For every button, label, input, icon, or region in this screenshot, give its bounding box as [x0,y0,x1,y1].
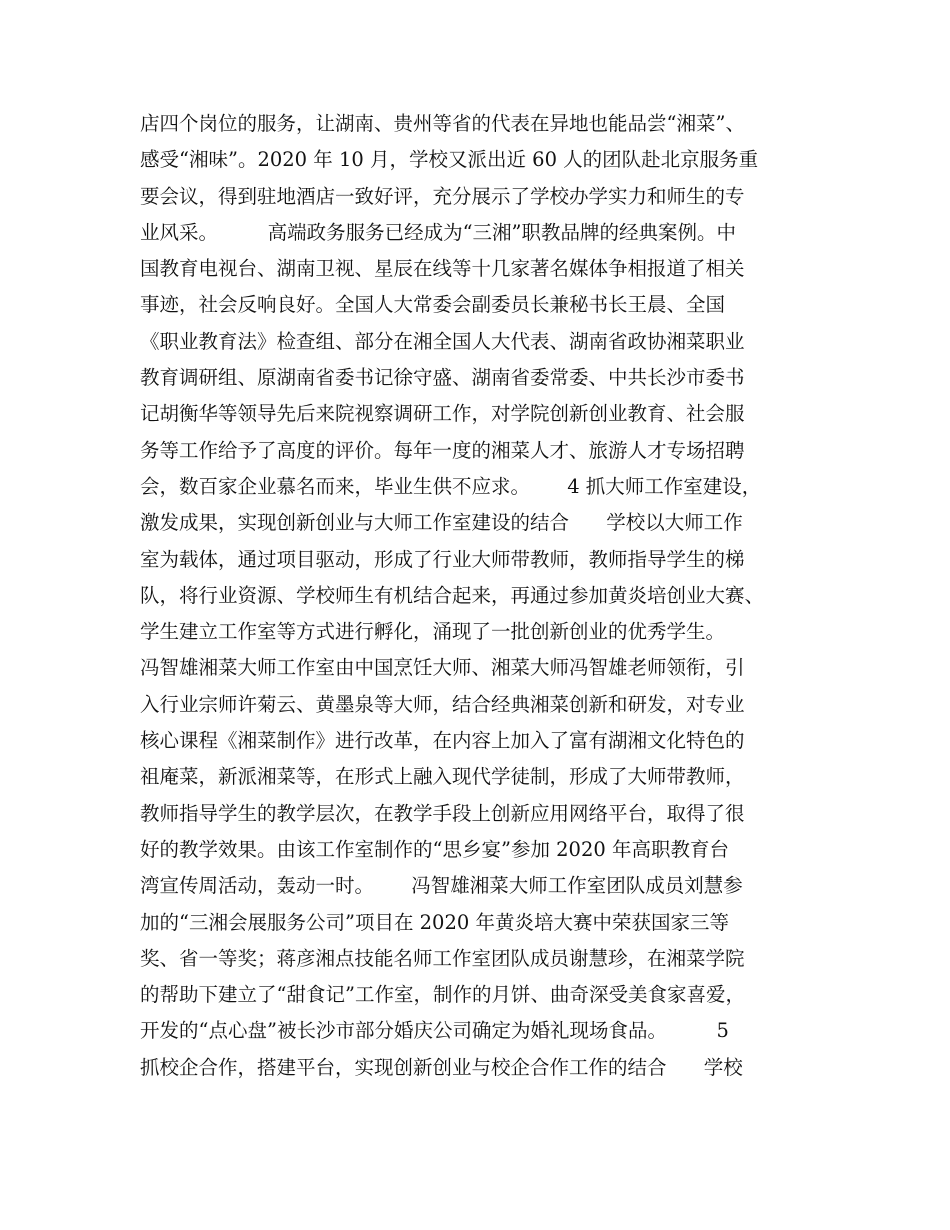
text-line: 队，将行业资源、学校师生有机结合起来，再通过参加黄炎培创业大赛、 [140,583,765,607]
text-line: 要会议，得到驻地酒店一致好评，充分展示了学校办学实力和师生的专 [140,184,745,208]
text-line: 务等工作给予了高度的评价。每年一度的湘菜人才、旅游人才专场招聘 [140,438,745,462]
text-line: 祖庵菜，新派湘菜等，在形式上融入现代学徒制，形成了大师带教师， [140,765,745,789]
text-line: 教育调研组、原湖南省委书记徐守盛、湖南省委常委、中共长沙市委书 [140,366,745,390]
text-line: 冯智雄湘菜大师工作室由中国烹饪大师、湘菜大师冯智雄老师领衔，引 [140,656,745,680]
text-line: 抓校企合作，搭建平台，实现创新创业与校企合作工作的结合 学校 [140,1055,743,1079]
text-line: 国教育电视台、湖南卫视、星辰在线等十几家著名媒体争相报道了相关 [140,257,745,281]
text-line: 感受“湘味”。2020 年 10 月，学校又派出近 60 人的团队赴北京服务重 [140,148,759,172]
text-line: 事迹，社会反响良好。全国人大常委会副委员长兼秘书长王晨、全国 [140,293,726,317]
text-line: 核心课程《湘菜制作》进行改革，在内容上加入了富有湖湘文化特色的 [140,729,745,753]
body-text [140,106,820,1086]
text-line: 奖、省一等奖；蒋彦湘点技能名师工作室团队成员谢慧珍，在湘菜学院 [140,946,745,970]
text-line: 会，数百家企业慕名而来，毕业生供不应求。 4 抓大师工作室建设， [140,474,762,498]
text-line: 教师指导学生的教学层次，在教学手段上创新应用网络平台，取得了很 [140,801,745,825]
text-line: 业风采。 高端政务服务已经成为“三湘”职教品牌的经典案例。中 [140,220,737,244]
text-line: 激发成果，实现创新创业与大师工作室建设的结合 学校以大师工作 [140,511,743,535]
text-line: 开发的“点心盘”被长沙市部分婚庆公司确定为婚礼现场食品。 5 [140,1019,729,1043]
text-line: 湾宣传周活动，轰动一时。 冯智雄湘菜大师工作室团队成员刘慧参 [140,874,743,898]
text-line: 的帮助下建立了“甜食记”工作室，制作的月饼、曲奇深受美食家喜爱， [140,983,745,1007]
text-line: 好的教学效果。由该工作室制作的“思乡宴”参加 2020 年高职教育台 [140,837,729,861]
text-line: 加的“三湘会展服务公司”项目在 2020 年黄炎培大赛中荣获国家三等 [140,910,729,934]
text-line: 入行业宗师许菊云、黄墨泉等大师，结合经典湘菜创新和研发，对专业 [140,692,745,716]
text-line: 《职业教育法》检查组、部分在湘全国人大代表、湖南省政协湘菜职业 [140,329,745,353]
text-line: 学生建立工作室等方式进行孵化，涌现了一批创新创业的优秀学生。 [140,620,726,644]
text-line: 店四个岗位的服务，让湖南、贵州等省的代表在异地也能品尝“湘菜”、 [140,112,745,135]
text-line: 室为载体，通过项目驱动，形成了行业大师带教师，教师指导学生的梯 [140,547,745,571]
text-line: 记胡衡华等领导先后来院视察调研工作，对学院创新创业教育、社会服 [140,402,745,426]
